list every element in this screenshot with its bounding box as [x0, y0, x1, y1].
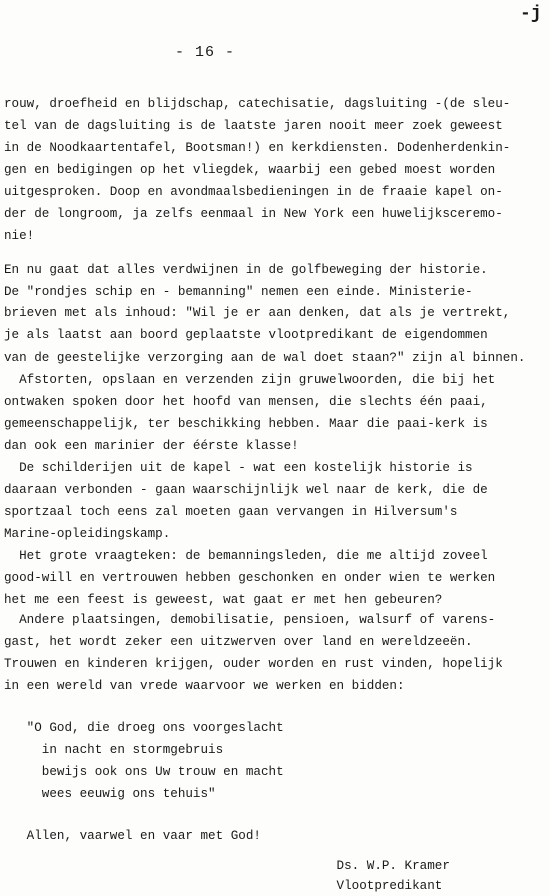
text-line: Marine-opleidingskamp.	[4, 527, 171, 541]
text-line: Allen, vaarwel en vaar met God!	[4, 829, 261, 843]
text-line: gast, het wordt zeker een uitzwerven over land en wereldzeeën.	[4, 635, 473, 649]
text-line: der de longroom, ja zelfs eenmaal in New York een huwelijksceremo-	[4, 207, 503, 221]
text-line: nie!	[4, 229, 35, 243]
corner-mark: -j	[520, 4, 542, 24]
text-line: je als laatst aan boord geplaatste vlootpredikant de eigendommen	[4, 328, 488, 342]
text-line: rouw, droefheid en blijdschap, catechisatie, dagsluiting -(de sleu-	[4, 97, 511, 111]
text-line: tel van de dagsluiting is de laatste jaren nooit meer zoek geweest	[4, 119, 503, 133]
text-line: gemeenschappelijk, ter beschikking hebben. Maar die paai-kerk is	[4, 417, 488, 431]
text-line: "O God, die droeg ons voorgeslacht	[4, 721, 284, 735]
page-number: - 16 -	[175, 44, 236, 61]
text-line: sportzaal toch eens zal moeten gaan vervangen in Hilversum's	[4, 505, 458, 519]
text-line: bewijs ook ons Uw trouw en macht	[4, 765, 284, 779]
text-line: Vlootpredikant	[4, 879, 443, 893]
text-line: De schilderijen uit de kapel - wat een kostelijk historie is	[4, 461, 473, 475]
text-line: in een wereld van vrede waarvoor we werken en bidden:	[4, 679, 405, 693]
text-line: En nu gaat dat alles verdwijnen in de golfbeweging der historie.	[4, 263, 488, 277]
text-line: Afstorten, opslaan en verzenden zijn gruwelwoorden, die bij het	[4, 373, 496, 387]
text-line: in nacht en stormgebruis	[4, 743, 224, 757]
text-line: Trouwen en kinderen krijgen, ouder worden en rust vinden, hopelijk	[4, 657, 503, 671]
text-line: in de Noodkaartentafel, Bootsman!) en kerkdiensten. Dodenherdenkin-	[4, 141, 511, 155]
text-line: ontwaken spoken door het hoofd van mensen, die slechts één paai,	[4, 395, 488, 409]
text-line: dan ook een marinier der éérste klasse!	[4, 439, 299, 453]
text-line: van de geestelijke verzorging aan de wal doet staan?" zijn al binnen.	[4, 351, 526, 365]
text-line: Het grote vraagteken: de bemanningsleden, die me altijd zoveel	[4, 549, 488, 563]
text-line: Ds. W.P. Kramer	[4, 859, 450, 873]
text-line: het me een feest is geweest, wat gaat er met hen gebeuren?	[4, 593, 443, 607]
text-line: gen en bedigingen op het vliegdek, waarbij een gebed moest worden	[4, 163, 496, 177]
text-line: good-will en vertrouwen hebben geschonken en onder wien te werken	[4, 571, 496, 585]
text-line: wees eeuwig ons tehuis"	[4, 787, 216, 801]
text-line: uitgesproken. Doop en avondmaalsbedieningen in de fraaie kapel on-	[4, 185, 503, 199]
text-line: Andere plaatsingen, demobilisatie, pensioen, walsurf of varens-	[4, 613, 496, 627]
text-line: brieven met als inhoud: "Wil je er aan denken, dat als je vertrekt,	[4, 306, 511, 320]
text-line: daaraan verbonden - gaan waarschijnlijk wel naar de kerk, die de	[4, 483, 488, 497]
text-line: De "rondjes schip en - bemanning" nemen een einde. Ministerie-	[4, 285, 473, 299]
